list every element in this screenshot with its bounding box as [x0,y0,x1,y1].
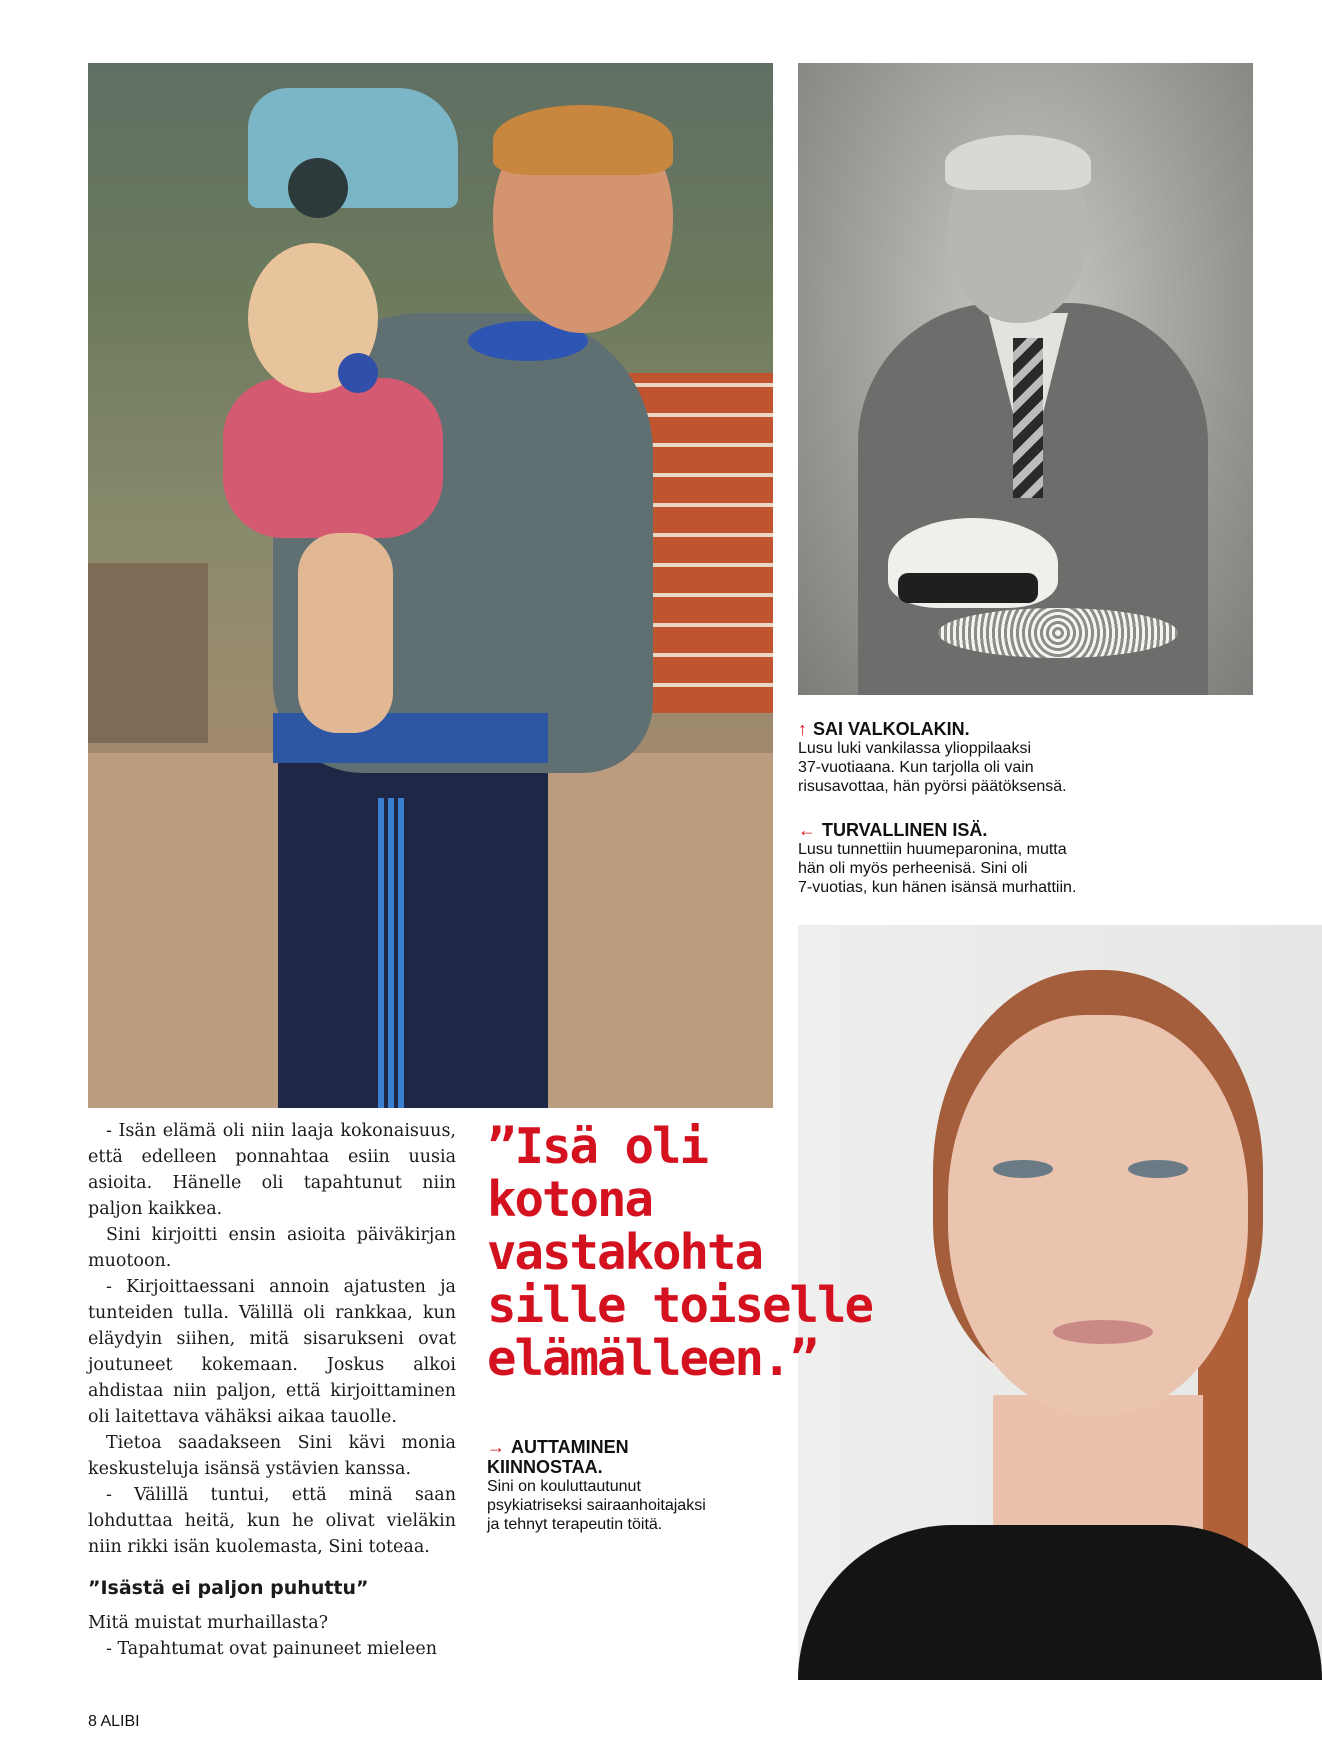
article-paragraph: - Välillä tuntui, että minä saan lohduttaa heitä, kun he olivat vieläkin niin rikki isän kuolemasta, Sini toteaa. [88,1485,456,1557]
car-wheel-shape [288,158,348,218]
arrow-left-icon: ← [798,820,816,840]
caption-title: → AUTTAMINEN [487,1437,629,1457]
black-top-shape [798,1525,1322,1680]
hair-shape [945,135,1091,190]
child-shirt-shape [223,378,443,538]
caption-line: ja tehnyt terapeutin töitä. [487,1516,663,1533]
pull-quote-line: elämälleen.” [487,1330,818,1387]
article-paragraph: - Isän elämä oli niin laaja kokonaisuus, että edelleen ponnahtaa esiin uusia asioita. Hänelle oli tapahtunut niin paljon kaikkea. [88,1121,456,1219]
article-body [88,1118,456,1662]
caption-line: psykiatriseksi sairaanhoitajaksi [487,1497,706,1514]
pants-stripe [398,798,404,1108]
pull-quote [487,1118,873,1387]
left-eye-shape [993,1160,1053,1178]
man-hair-shape [493,105,673,175]
child-leg-shape [298,533,393,733]
pants-shape [278,763,548,1108]
caption-line: risusavottaa, hän pyörsi päätöksensä. [798,778,1067,795]
caption-auttaminen-kiinnostaa [487,1437,747,1534]
caption-line: 37-vuotiaana. Kun tarjolla oli vain [798,759,1034,776]
face-shape [948,1015,1248,1415]
caption-title: ← TURVALLINEN ISÄ. [798,820,988,840]
arrow-right-icon: → [487,1437,505,1457]
pull-quote-line: kotona [487,1171,653,1228]
photo-father-carrying-child [88,63,773,1108]
caption-title: ↑ SAI VALKOLAKIN. [798,719,970,739]
article-paragraph: Tietoa saadakseen Sini kävi monia keskusteluja isänsä ystävien kanssa. [88,1433,456,1479]
pull-quote-line: vastakohta [487,1224,763,1281]
photo-bw-graduation-portrait [798,63,1253,695]
caption-turvallinen-isa [798,820,1158,897]
caption-title: KIINNOSTAA. [487,1457,603,1477]
arrow-up-icon: ↑ [798,719,807,739]
caption-line: Lusu tunnettiin huumeparonina, mutta [798,841,1067,858]
tie-shape [1013,338,1043,498]
article-paragraph: Sini kirjoitti ensin asioita päiväkirjan muotoon. [88,1225,456,1271]
caption-line: Lusu luki vankilassa ylioppilaaksi [798,740,1032,757]
page-number: 8 [88,1713,97,1730]
right-eye-shape [1128,1160,1188,1178]
pull-quote-line: ”Isä oli [487,1118,708,1175]
magazine-name: ALIBI [100,1713,140,1730]
article-paragraph: - Kirjoittaessani annoin ajatusten ja tunteiden tulla. Välillä oli rankkaa, kun eläydyin siihen, mitä sisarukseni ovat joutuneet kokemaan. Joskus alkoi ahdistaa niin paljon, että kirjoittaminen oli laitettava vähäksi aikaa tauolle. [88,1277,456,1427]
shed-shape [88,563,208,743]
photo-portrait-woman [798,925,1322,1680]
caption-line: hän oli myös perheenisä. Sini oli [798,860,1028,877]
caption-line: 7-vuotias, kun hänen isänsä murhattiin. [798,879,1077,896]
caption-sai-valkolakin [798,719,1158,796]
pants-stripe [388,798,394,1108]
cap-band-shape [898,573,1038,603]
pacifier-shape [338,353,378,393]
pants-stripe [378,798,384,1108]
article-subhead: ”Isästä ei paljon puhuttu” [88,1577,369,1599]
article-paragraph: - Tapahtumat ovat painuneet mieleen [106,1639,437,1659]
page-footer [88,1713,140,1731]
article-paragraph: Mitä muistat murhaillasta? [88,1613,329,1633]
car-shape [248,88,458,208]
pull-quote-line: sille toiselle [487,1277,873,1334]
caption-line: Sini on kouluttautunut [487,1478,641,1495]
lace-cloth-shape [938,608,1178,658]
lips-shape [1053,1320,1153,1344]
